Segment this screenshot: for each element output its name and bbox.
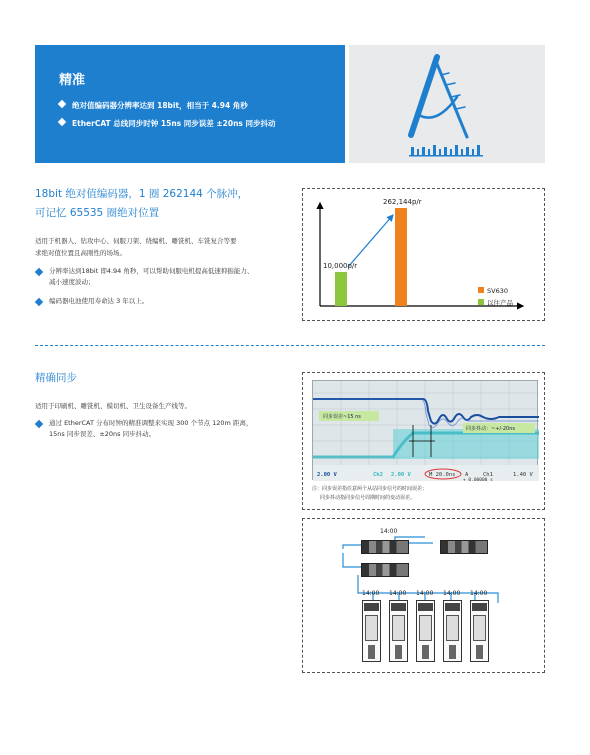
scope-timebase: M 20.0ns bbox=[429, 472, 456, 478]
io-module bbox=[440, 540, 488, 554]
servo-drive-4 bbox=[443, 600, 462, 662]
banner-bullet-1: 绝对值编码器分辨率达到 18bit，相当于 4.94 角秒 bbox=[59, 100, 248, 111]
scope-trigger-a: A bbox=[465, 472, 469, 478]
servo-drive-5 bbox=[470, 600, 489, 662]
bar-sv630 bbox=[395, 208, 407, 306]
section-divider bbox=[35, 345, 545, 346]
oscilloscope-screen bbox=[312, 380, 538, 480]
controller-unit bbox=[361, 540, 409, 554]
legend-label-sv630: SV630 bbox=[487, 287, 508, 295]
section2-bullet: 通过 EtherCAT 分布时钟的精准调整来实现 300 个节点 120m 距离， 15ns 同步误差、±20ns 同步抖动。 bbox=[35, 418, 252, 440]
bar-previous-product bbox=[335, 272, 347, 306]
sync-error-label: 同步误差~15 ns bbox=[323, 414, 361, 420]
diamond-bullet-icon bbox=[58, 100, 66, 108]
time-label-1: 14:00 bbox=[380, 528, 398, 535]
scope-trigger-level: 1.40 V bbox=[513, 472, 533, 478]
scope-note-line2: 同步抖动指同步信号周期时间的变动误差。 bbox=[320, 495, 416, 501]
time-label-2: 14:00 bbox=[362, 590, 380, 597]
growth-arrow bbox=[348, 215, 393, 267]
data-label-new: 262,144p/r bbox=[383, 198, 422, 206]
scope-status-ch2-label: Ch2 bbox=[373, 472, 383, 478]
legend-swatch-previous bbox=[478, 299, 484, 305]
servo-drive-2 bbox=[389, 600, 408, 662]
resolution-chart bbox=[303, 189, 546, 322]
section1-heading-line1: 18bit 绝对值编码器，1 圈 262144 个脉冲， bbox=[35, 188, 249, 200]
servo-drive-3 bbox=[416, 600, 435, 662]
scope-status-ch2: 2.00 V bbox=[391, 472, 411, 478]
section1-bullet-2: 编码器电池使用寿命达 3 年以上。 bbox=[35, 296, 148, 307]
section1-intro-line1: 适用于机器人、钻攻中心、伺服刀架、绕编机、雕铣机、车铣复合等要 bbox=[35, 237, 237, 245]
time-label-6: 14:00 bbox=[470, 590, 488, 597]
precision-a-scale-icon bbox=[349, 45, 545, 163]
legend-swatch-sv630 bbox=[478, 287, 484, 293]
section2-heading: 精确同步 bbox=[35, 372, 77, 384]
sync-jitter-label: 同步抖动：~+/-20ns bbox=[466, 426, 516, 432]
servo-drive-1 bbox=[362, 600, 381, 662]
legend-label-previous: 以往产品 bbox=[487, 299, 513, 307]
diamond-bullet-icon bbox=[58, 118, 66, 126]
section1-intro-line2: 求绝对值位置且高刚性的场场。 bbox=[35, 249, 126, 257]
section1-bullet-1: 分辨率达到18bit 即4.94 角秒，可以帮助伺服电机提高低速抑振能力、 减小速度波动； bbox=[35, 266, 253, 288]
scope-offset: + 0.00000 s bbox=[463, 478, 493, 481]
oscilloscope-waveform bbox=[313, 381, 539, 481]
scope-trigger-ch: Ch1 bbox=[483, 472, 493, 478]
data-label-old: 10,000p/r bbox=[323, 262, 358, 270]
time-label-3: 14:00 bbox=[389, 590, 407, 597]
scope-note-line1: 注：同步误差指任意两个从站同步信号的时间误差； bbox=[312, 486, 428, 492]
scope-status-ch1: 2.00 V bbox=[317, 472, 337, 478]
section1-heading-line2: 可记忆 65535 圈绝对位置 bbox=[35, 207, 160, 219]
banner-title: 精准 bbox=[59, 73, 86, 88]
header-banner bbox=[35, 45, 345, 163]
coupler-unit bbox=[361, 563, 409, 577]
section2-intro: 适用于印刷机、雕铣机、模切机、卫生设备生产线等。 bbox=[35, 402, 191, 410]
resolution-chart-frame bbox=[302, 188, 545, 321]
time-label-4: 14:00 bbox=[416, 590, 434, 597]
precision-logo-panel bbox=[349, 45, 545, 163]
time-label-5: 14:00 bbox=[443, 590, 461, 597]
banner-bullet-2: EtherCAT 总线同步时钟 15ns 同步误差 ±20ns 同步抖动 bbox=[59, 118, 276, 129]
